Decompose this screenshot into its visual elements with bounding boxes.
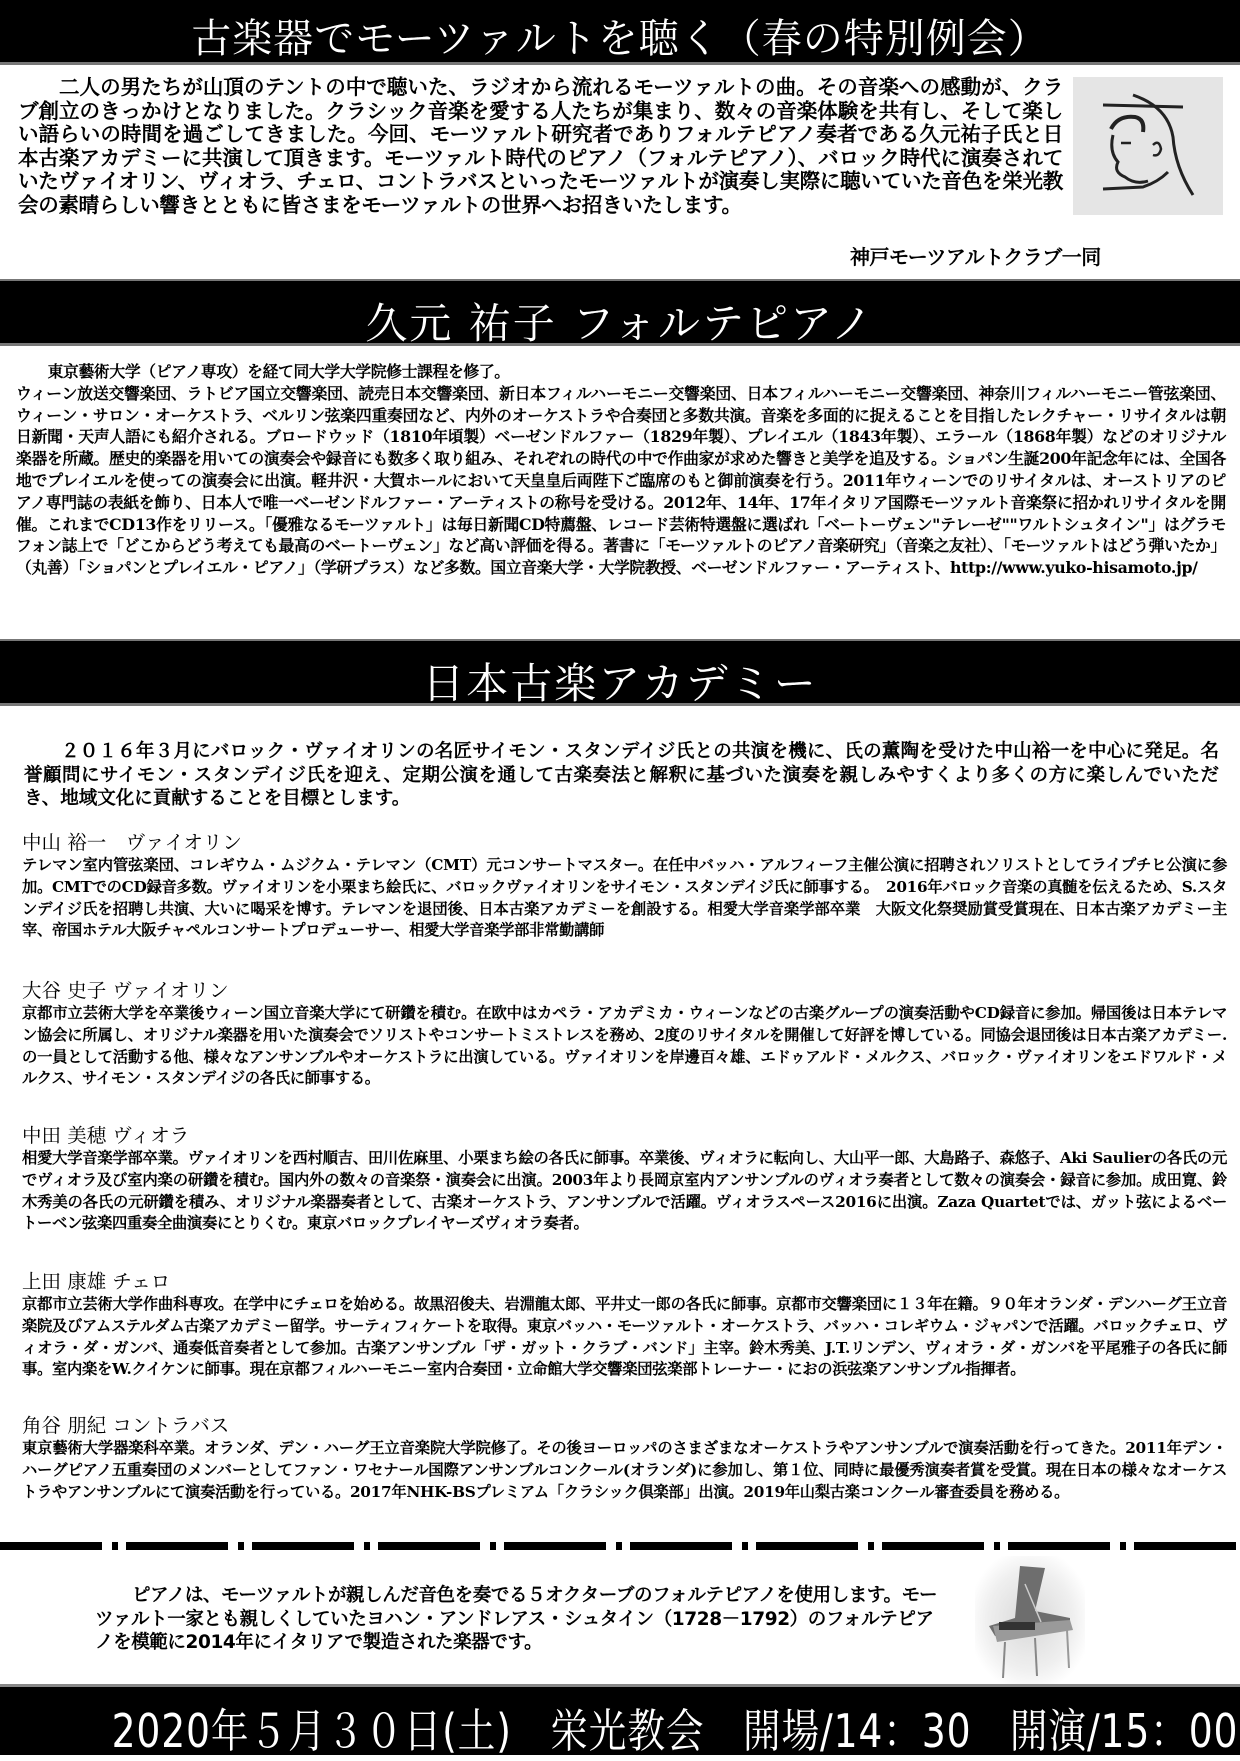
soloist-banner xyxy=(0,279,1240,346)
member-entry xyxy=(22,1124,1227,1235)
fortepiano-icon xyxy=(975,1556,1085,1684)
soloist-bio-text: ウィーン放送交響楽団、ラトビア国立交響楽団、読売日本交響楽団、新日本フィルハーモニー交響楽団、日本フィルハーモニー交響楽団、神奈川フィルハーモニー管弦楽団、ウィーン・サロン・オーケストラ、ベルリン弦楽四重奏団など、内外のオーケストラや合奏団と多数共演。音楽を多面的に捉えることを目指したレクチャー・リサイタルは朝日新聞・天声人語にも紹介される。ブロードウッド（1810年頃製）ベーゼンドルファー（1829年製）、プレイエル（1843年製）、エラール（1868年製）などのオリジナル楽器を所蔵。歴史的楽器を用いての演奏会や録音にも数多く取り組み、それぞれの時代の中で作曲家が求めた響きと美学を追及する。ショパン生誕200年記念年には、全国各地でプレイエルを使っての演奏会に出演。軽井沢・大賀ホールにおいて天皇皇后両陛下ご臨席のもと御前演奏を行う。2011年ウィーンでのリサイタルは、オーストリアのピアノ専門誌の表紙を飾り、日本人で唯一ベーゼンドルファー・アーティストの称号を受ける。2012年、14年、17年イタリア国際モーツァルト音楽祭に招かれリサイタルを開催。これまでCD13作をリリース。「優雅なるモーツァルト」は毎日新聞CD特薦盤、レコード芸術特選盤に選ばれ「ベートーヴェン"テレーゼ""ワルトシュタイン"」はグラモフォン誌上で「どこからどう考えても最高のベートーヴェン」など高い評価を得る。著書に「モーツァルトのピアノ音楽研究」（音楽之友社）、「モーツァルトはどう弾いたか」（丸善）「ショパンとプレイエル・ピアノ」（学研プラス）など多数。国立音楽大学・大学院教授、ベーゼンドルファー・アーティスト、http://www.yuko-hisamoto.jp/ xyxy=(16,383,1226,578)
piano-note-text: ピアノは、モーツァルトが親しんだ音色を奏でる５オクターブのフォルテピアノを使用します。モーツァルト一家とも親しくしていたヨハン・アンドレアス・シュタイン（1728－1792）のフォルテピアノを模範に2014年にイタリアで製造された楽器です。 xyxy=(95,1585,938,1653)
member-bio: 京都市立芸術大学を卒業後ウィーン国立音楽大学にて研鑽を積む。在欧中はカペラ・アカデミカ・ウィーンなどの古楽グループの演奏活動やCD録音に参加。帰国後は日本テレマン協会に所属し、オリジナル楽器を用いた演奏会でソリストやコンサートミストレスを務め、2度のリサイタルを開催して好評を博している。同協会退団後は日本古楽アカデミー.の一員として活動する他、様々なアンサンブルやオーケストラに出演している。ヴァイオリンを岸邊百々雄、エドゥアルド・メルクス、バロック・ヴァイオリンをエドワルド・メルクス、サイモン・スタンデイジの各氏に師事する。 xyxy=(22,1004,1227,1088)
member-heading: 中山 裕一 ヴァイオリン xyxy=(22,831,242,854)
academy-banner xyxy=(0,639,1240,706)
member-entry xyxy=(22,1270,1227,1381)
member-bio: 京都市立芸術大学作曲科専攻。在学中にチェロを始める。故黒沼俊夫、岩淵龍太郎、平井丈一郎の各氏に師事。京都市交響楽団に１３年在籍。９０年オランダ・デンハーグ王立音楽院及びアムステルダム古楽アカデミー留学。サーティフィケートを取得。東京バッハ・モーツァルト・オーケストラ、バッハ・コレギウム・ジャパンで活躍。バロックチェロ、ヴィオラ・ダ・ガンバ、通奏低音奏者として参加。古楽アンサンブル「ザ・ガット・クラブ・バンド」主宰。鈴木秀美、J.T.リンデン、ヴィオラ・ダ・ガンバを平尾雅子の各氏に師事。室内楽をW.クイケンに師事。現在京都フィルハーモニー室内合奏団・立命館大学交響楽団弦楽部トレーナー・におの浜弦楽アンサンブル指揮者。 xyxy=(22,1295,1227,1379)
member-bio: 東京藝術大学器楽科卒業。オランダ、デン・ハーグ王立音楽院大学院修了。その後ヨーロッパのさまざまなオーケストラやアンサンブルで演奏活動を行ってきた。2011年デン・ハーグピアノ五重奏団のメンバーとしてファン・ワセナール国際アンサンブルコンクール(オランダ)に参加し、第１位、同時に最優秀演奏者賞を受賞。現在日本の様々なオーケストラやアンサンブルにて演奏活動を行っている。2017年NHK-BSプレミアム「クラシック倶楽部」出演。2019年山梨古楽コンクール審査委員を務める。 xyxy=(22,1439,1227,1501)
page-title: 古楽器でモーツァルトを聴く（春の特別例会） xyxy=(191,16,1049,62)
mozart-portrait-icon xyxy=(1073,77,1223,215)
piano-note xyxy=(95,1584,945,1655)
academy-heading: 日本古楽アカデミー xyxy=(422,659,818,708)
member-heading: 角谷 朋紀 コントラバス xyxy=(22,1414,230,1437)
fortepiano-photo-icon xyxy=(975,1556,1085,1684)
member-entry xyxy=(22,979,1227,1090)
member-bio: 相愛大学音楽学部卒業。ヴァイオリンを西村順吉、田川佐麻里、小栗まち絵の各氏に師事。卒業後、ヴィオラに転向し、大山平一郎、大島路子、森悠子、Aki Saulierの各氏の元でヴィオラ及び室内楽の研鑽を積む。国内外の数々の音楽祭・演奏会に出演。2003年より長岡京室内アンサンブルのヴィオラ奏者として数々の演奏会・録音に参加。成田寛、鈴木秀美の各氏の元研鑽を積み、オリジナル楽器奏者として、古楽オーケストラ、アンサンブルで活躍。ヴィオラスペース2016に出演。Zaza Quartetでは、ガット弦によるベートーベン弦楽四重奏全曲演奏にとりくむ。東京バロックプレイヤーズヴィオラ奏者。 xyxy=(22,1149,1227,1233)
intro-section xyxy=(18,76,1063,217)
member-heading: 中田 美穂 ヴィオラ xyxy=(22,1124,190,1147)
soloist-bio xyxy=(16,361,1226,579)
academy-intro xyxy=(24,740,1219,811)
mozart-sketch-icon xyxy=(1073,77,1223,215)
member-heading: 上田 康雄 チェロ xyxy=(22,1270,171,1293)
event-footer-banner xyxy=(0,1684,1240,1758)
dashed-divider xyxy=(0,1542,1240,1550)
soloist-heading: 久元 祐子 フォルテピアノ xyxy=(365,299,875,348)
member-entry xyxy=(22,831,1227,942)
header-banner xyxy=(0,0,1240,65)
club-signature: 神戸モーツアルトクラブ一同 xyxy=(850,245,1101,269)
member-entry xyxy=(22,1414,1227,1503)
soloist-bio-lead: 東京藝術大学（ピアノ専攻）を経て同大学大学院修士課程を修了。 xyxy=(47,362,510,381)
event-info: 2020年５月３０日(土) 栄光教会 開場/14：30 開演/15：00 xyxy=(111,1704,1239,1758)
intro-text: 二人の男たちが山頂のテントの中で聴いた、ラジオから流れるモーツァルトの曲。その音楽への感動が、クラブ創立のきっかけとなりました。クラシック音楽を愛する人たちが集まり、数々の音楽体験を共有し、そして楽しい語らいの時間を過ごしてきました。今回、モーツァルト研究者でありフォルテピアノ奏者である久元祐子氏と日本古楽アカデミーに共演して頂きます。モーツァルト時代のピアノ（フォルテピアノ）、バロック時代に演奏されていたヴァイオリン、ヴィオラ、チェロ、コントラバスといったモーツァルトが演奏し実際に聴いていた音色を栄光教会の素晴らしい響きとともに皆さまをモーツァルトの世界へお招きいたします。 xyxy=(18,75,1063,217)
member-bio: テレマン室内管弦楽団、コレギウム・ムジクム・テレマン（CMT）元コンサートマスター。在任中バッハ・アルフィーフ主催公演に招聘されソリストとしてライプチヒ公演に参加。CMTでのCD録音多数。ヴァイオリンを小栗まち絵氏に、バロックヴァイオリンをサイモン・スタンデイジ氏に師事する。 2016年バロック音楽の真髄を伝えるため、S.スタンデイジ氏を招聘し共演、大いに喝采を博す。テレマンを退団後、日本古楽アカデミーを創設する。相愛大学音楽学部卒業 大阪文化祭奨励賞受賞現在、日本古楽アカデミー主宰、帝国ホテル大阪チャペルコンサートプロデューサー、相愛大学音楽学部非常勤講師 xyxy=(22,856,1227,940)
member-heading: 大谷 史子 ヴァイオリン xyxy=(22,979,229,1002)
academy-intro-text: ２０１６年３月にバロック・ヴァイオリンの名匠サイモン・スタンデイジ氏との共演を機に、氏の薫陶を受けた中山裕一を中心に発足。名誉顧問にサイモン・スタンデイジ氏を迎え、定期公演を通して古楽奏法と解釈に基づいた演奏を親しみやすくより多くの方に楽しんでいただき、地域文化に貢献することを目標とします。 xyxy=(24,741,1219,809)
